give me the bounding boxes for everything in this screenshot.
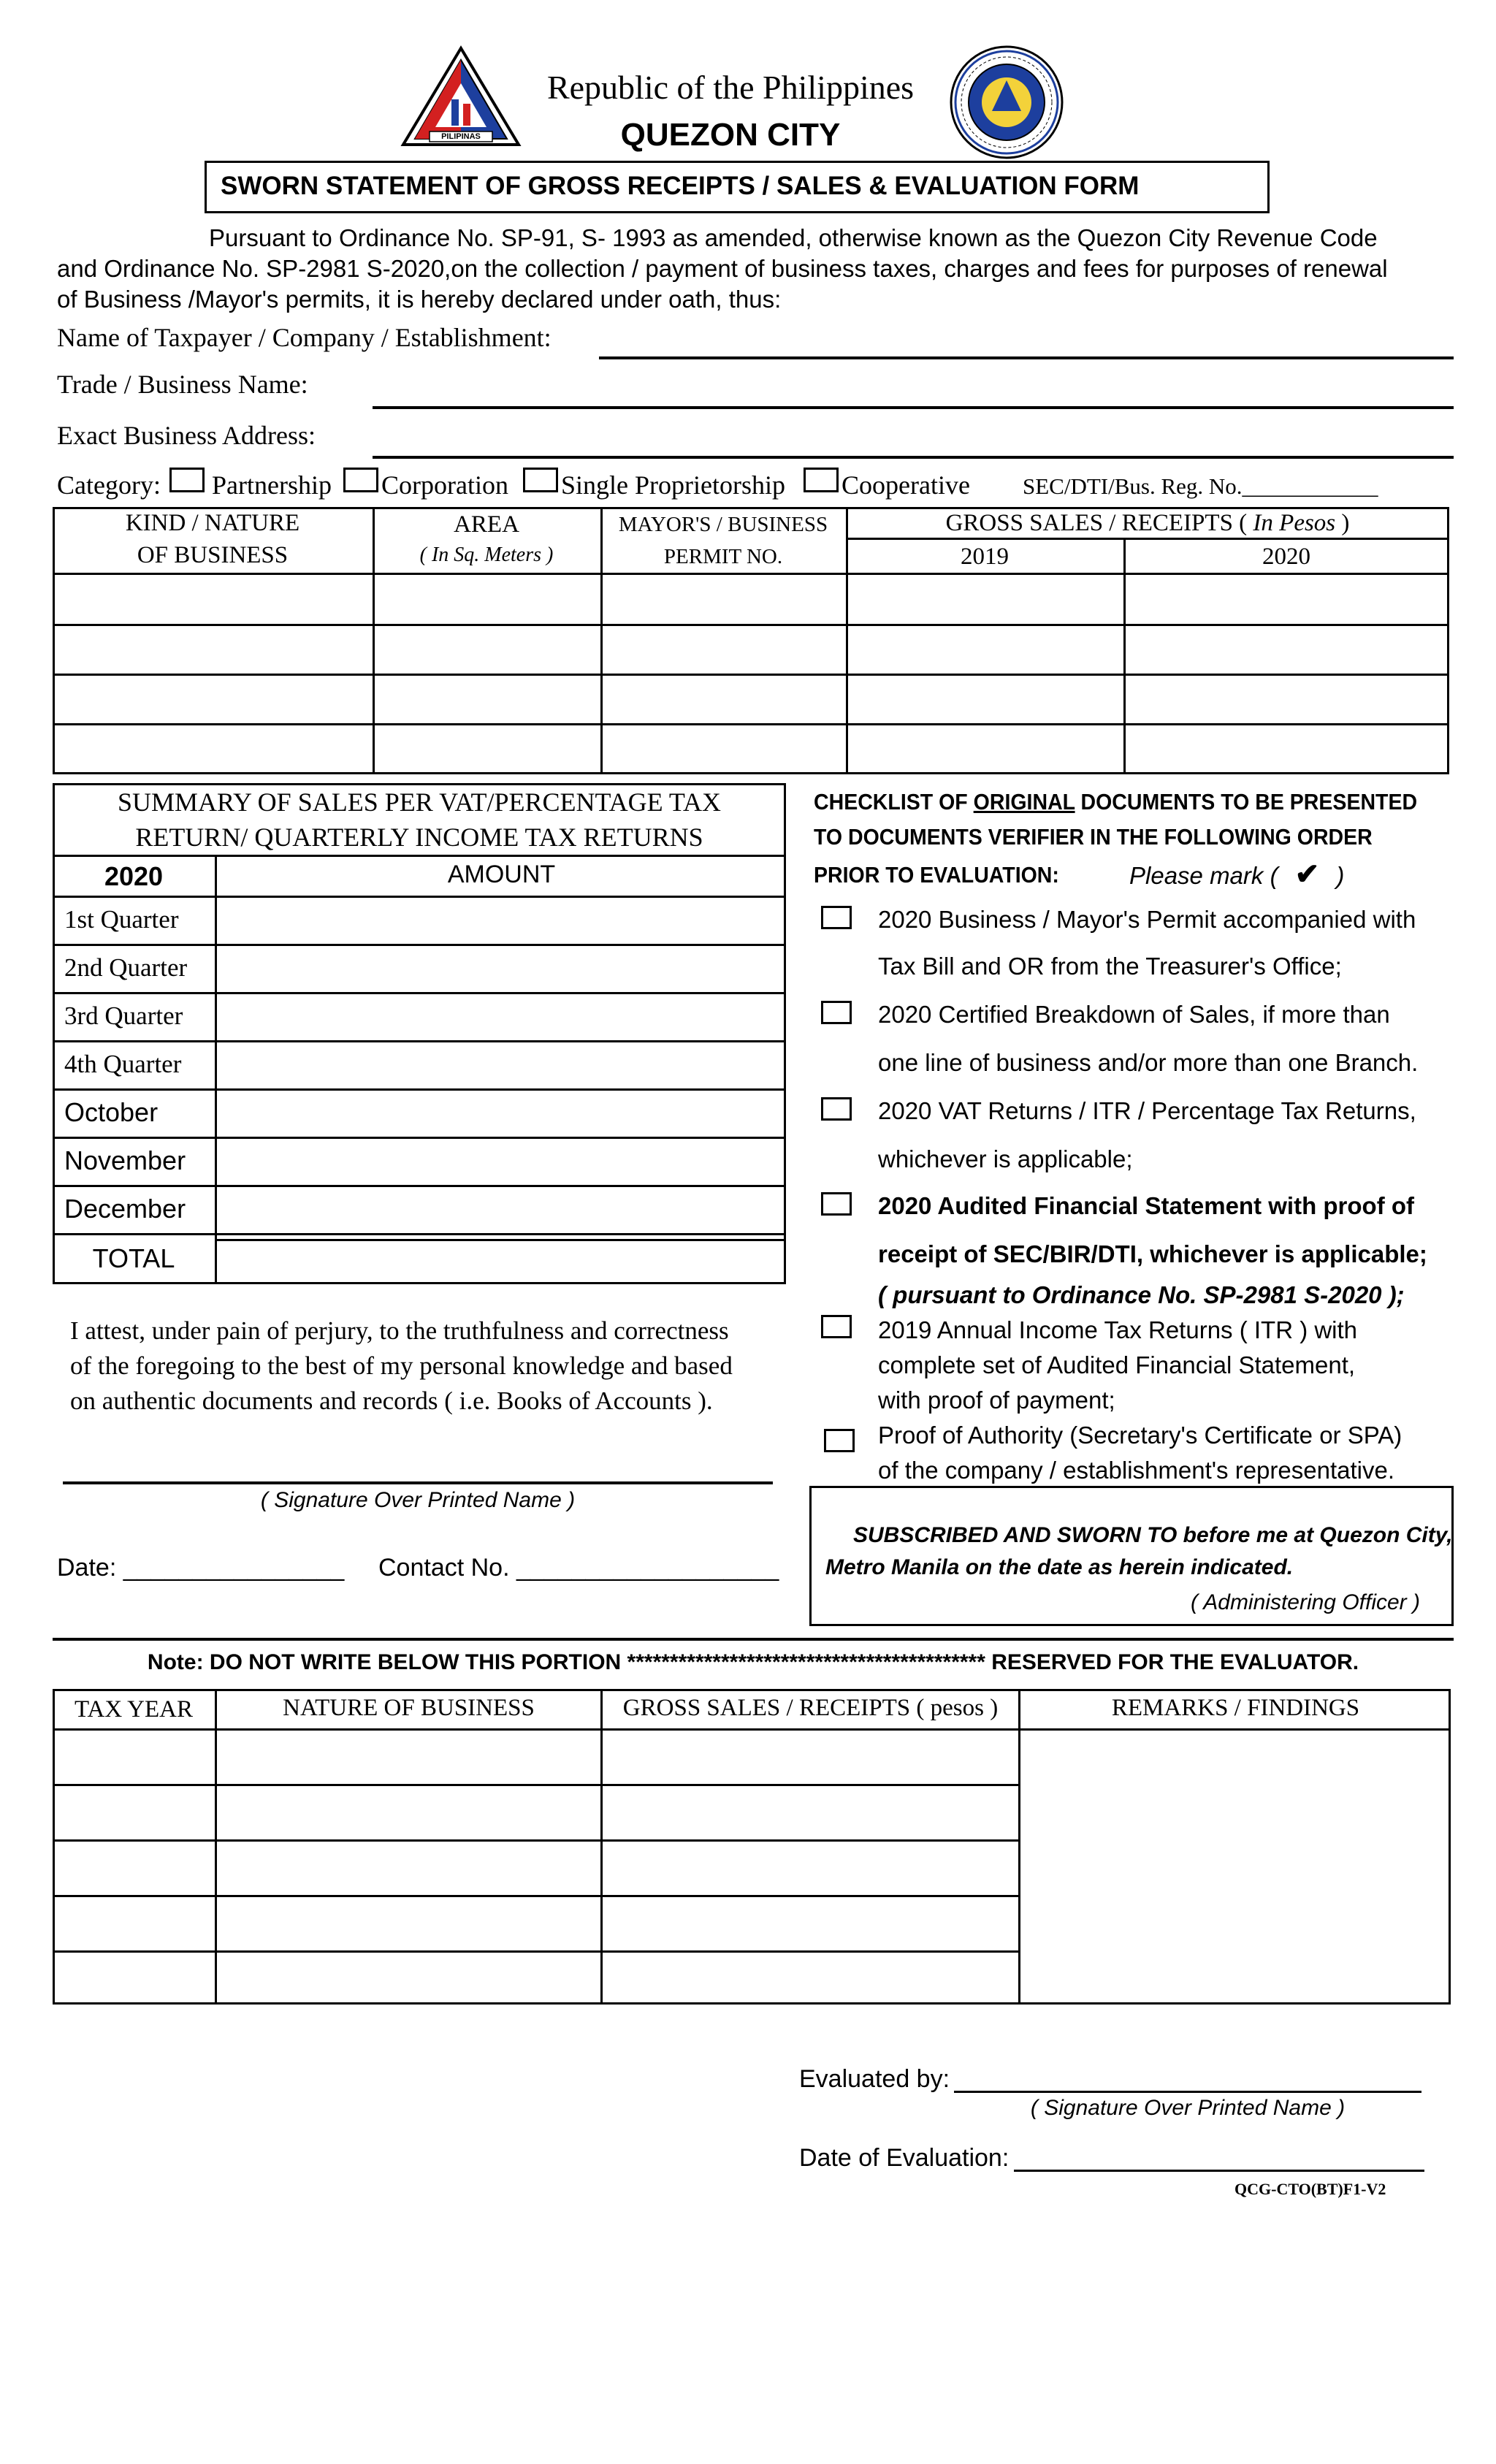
category-label: Category:	[57, 470, 161, 500]
taxpayer-signature-caption: ( Signature Over Printed Name )	[260, 1488, 576, 1512]
evaluated-by-label: Evaluated by:	[799, 2065, 950, 2093]
summary-year: 2020	[104, 861, 164, 891]
checklist-item-3-line-2: whichever is applicable;	[878, 1145, 1133, 1172]
partnership-checkbox[interactable]	[169, 468, 205, 492]
date-of-evaluation-line[interactable]	[1014, 2170, 1424, 2172]
checklist-title-2: TO DOCUMENTS VERIFIER IN THE FOLLOWING ORDER	[814, 824, 1373, 850]
form-title: SWORN STATEMENT OF GROSS RECEIPTS / SALES & EVALUATION FORM	[221, 172, 1140, 200]
date-of-evaluation-label: Date of Evaluation:	[799, 2144, 1010, 2172]
trade-name-input-line[interactable]	[373, 406, 1454, 409]
checklist-item-3-checkbox[interactable]	[821, 1097, 852, 1121]
corporation-label: Corporation	[381, 470, 508, 500]
address-input-line[interactable]	[373, 456, 1454, 459]
quezon-city-seal	[400, 45, 522, 148]
business-row-1[interactable]	[55, 575, 1447, 624]
row-3rd-quarter: 3rd Quarter	[64, 1002, 183, 1030]
year-2019-header: 2019	[961, 543, 1009, 570]
taxpayer-input-line[interactable]	[599, 356, 1454, 359]
eval-row-1[interactable]	[55, 1731, 1018, 1784]
please-mark-instruction: Please mark ( ✔ )	[1129, 858, 1345, 890]
amount-december[interactable]	[217, 1187, 784, 1233]
checklist-item-4-line-2: receipt of SEC/BIR/DTI, whichever is applicable;	[878, 1240, 1427, 1267]
taxpayer-signature-line[interactable]	[63, 1481, 773, 1484]
attest-line-1: I attest, under pain of perjury, to the truthfulness and correctness	[70, 1316, 729, 1345]
partnership-label: Partnership	[212, 470, 332, 500]
eval-col-nature: NATURE OF BUSINESS	[283, 1695, 535, 1721]
row-2nd-quarter: 2nd Quarter	[64, 953, 188, 982]
business-row-4[interactable]	[55, 725, 1447, 772]
checklist-item-5-checkbox[interactable]	[821, 1315, 852, 1338]
evaluator-reserved-note: Note: DO NOT WRITE BELOW THIS PORTION ****************************************** RESERVED FOR THE EVALUATOR.	[147, 1650, 1359, 1674]
row-october: October	[64, 1097, 159, 1127]
col-area-header: AREA ( In Sq. Meters )	[419, 511, 554, 566]
row-december: December	[64, 1194, 186, 1224]
attest-line-2: of the foregoing to the best of my personal knowledge and based	[70, 1351, 733, 1380]
checklist-item-4-line-3: ( pursuant to Ordinance No. SP-2981 S-2020 );	[878, 1281, 1405, 1308]
col-gross-sales-header: GROSS SALES / RECEIPTS ( In Pesos )	[945, 510, 1350, 536]
single-proprietorship-checkbox[interactable]	[523, 468, 558, 492]
eval-col-tax-year: TAX YEAR	[74, 1696, 194, 1723]
eval-row-3[interactable]	[55, 1842, 1018, 1895]
intro-line-1: Pursuant to Ordinance No. SP-91, S- 1993 as amended, otherwise known as the Quezon City Revenue Code	[209, 224, 1378, 251]
sworn-line-1: SUBSCRIBED AND SWORN TO before me at Quezon City,	[853, 1523, 1453, 1547]
summary-title: SUMMARY OF SALES PER VAT/PERCENTAGE TAX RETURN/ QUARTERLY INCOME TAX RETURNS	[117, 787, 722, 852]
checklist-title-1: CHECKLIST OF ORIGINAL DOCUMENTS TO BE PRESENTED	[814, 789, 1418, 815]
eval-remarks-area[interactable]	[1020, 1731, 1449, 2002]
amount-2nd-quarter[interactable]	[217, 946, 784, 992]
business-row-3[interactable]	[55, 676, 1447, 723]
row-total: TOTAL	[92, 1243, 175, 1273]
eval-row-4[interactable]	[55, 1897, 1018, 1950]
city-treasurer-seal	[948, 44, 1065, 161]
checklist-item-2-checkbox[interactable]	[821, 1001, 852, 1024]
amount-november[interactable]	[217, 1139, 784, 1185]
amount-1st-quarter[interactable]	[217, 898, 784, 944]
date-field[interactable]: Date: ________________	[57, 1554, 345, 1582]
col-permit-no-header: MAYOR'S / BUSINESS PERMIT NO.	[618, 513, 828, 568]
checklist-item-2-line-2: one line of business and/or more than one Branch.	[878, 1049, 1419, 1076]
eval-col-remarks: REMARKS / FINDINGS	[1111, 1695, 1360, 1721]
city-heading: QUEZON CITY	[620, 117, 841, 153]
seal-left-caption: PILIPINAS	[441, 132, 481, 141]
checklist-item-5-line-1: 2019 Annual Income Tax Returns ( ITR ) with	[878, 1316, 1358, 1343]
sworn-line-2: Metro Manila on the date as herein indicated.	[825, 1555, 1294, 1579]
checklist-item-1-line-1: 2020 Business / Mayor's Permit accompanied with	[878, 906, 1416, 933]
divider	[53, 1638, 1454, 1641]
intro-line-3: of Business /Mayor's permits, it is hereby declared under oath, thus:	[57, 286, 782, 313]
address-label: Exact Business Address:	[57, 421, 316, 450]
checklist-item-4-line-1: 2020 Audited Financial Statement with proof of	[878, 1192, 1415, 1219]
col-kind-nature-header: KIND / NATURE OF BUSINESS	[125, 510, 300, 568]
row-4th-quarter: 4th Quarter	[64, 1050, 182, 1078]
checklist-title-3: PRIOR TO EVALUATION:	[814, 862, 1059, 888]
checklist-item-1-line-2: Tax Bill and OR from the Treasurer's Office;	[878, 953, 1342, 980]
trade-name-label: Trade / Business Name:	[57, 370, 308, 399]
checklist-item-6-line-1: Proof of Authority (Secretary's Certificate or SPA)	[878, 1422, 1402, 1449]
administering-officer-caption: ( Administering Officer )	[1191, 1590, 1420, 1614]
amount-october[interactable]	[217, 1091, 784, 1137]
checklist-item-1-checkbox[interactable]	[821, 906, 852, 929]
eval-col-gross-sales: GROSS SALES / RECEIPTS ( pesos )	[622, 1695, 999, 1721]
year-2020-header: 2020	[1262, 543, 1310, 570]
checklist-item-5-line-3: with proof of payment;	[878, 1387, 1115, 1414]
taxpayer-label: Name of Taxpayer / Company / Establishment:	[57, 323, 552, 352]
checklist-item-3-line-1: 2020 VAT Returns / ITR / Percentage Tax Returns,	[878, 1097, 1416, 1124]
check-mark-icon: ✔	[1294, 858, 1320, 890]
amount-total[interactable]	[217, 1241, 784, 1282]
contact-no-field[interactable]: Contact No. ___________________	[378, 1554, 779, 1582]
sec-reg-no-field[interactable]: SEC/DTI/Bus. Reg. No.____________	[1023, 473, 1378, 499]
single-proprietorship-label: Single Proprietorship	[561, 470, 785, 500]
checklist-item-6-line-2: of the company / establishment's representative.	[878, 1457, 1395, 1484]
evaluated-by-line[interactable]	[954, 2091, 1421, 2093]
checklist-item-6-checkbox[interactable]	[824, 1429, 855, 1452]
row-1st-quarter: 1st Quarter	[64, 905, 179, 934]
amount-3rd-quarter[interactable]	[217, 994, 784, 1040]
intro-line-2: and Ordinance No. SP-2981 S-2020,on the collection / payment of business taxes, charges and fees for purposes of renewal	[57, 255, 1388, 282]
summary-amount-header: AMOUNT	[447, 861, 556, 888]
amount-4th-quarter[interactable]	[217, 1042, 784, 1088]
eval-row-5[interactable]	[55, 1953, 1018, 2002]
attest-line-3: on authentic documents and records ( i.e. Books of Accounts ).	[70, 1387, 713, 1415]
cooperative-label: Cooperative	[842, 470, 970, 500]
cooperative-checkbox[interactable]	[804, 468, 839, 492]
checklist-item-5-line-2: complete set of Audited Financial Statement,	[878, 1351, 1356, 1378]
evaluator-signature-caption: ( Signature Over Printed Name )	[1030, 2096, 1346, 2120]
business-row-2[interactable]	[55, 626, 1447, 674]
eval-row-2[interactable]	[55, 1786, 1018, 1839]
checklist-item-2-line-1: 2020 Certified Breakdown of Sales, if more than	[878, 1001, 1390, 1028]
republic-heading: Republic of the Philippines	[546, 69, 915, 106]
checklist-item-4-checkbox[interactable]	[821, 1192, 852, 1216]
corporation-checkbox[interactable]	[343, 468, 378, 492]
row-november: November	[64, 1145, 186, 1175]
form-code: QCG-CTO(BT)F1-V2	[1234, 2180, 1386, 2198]
